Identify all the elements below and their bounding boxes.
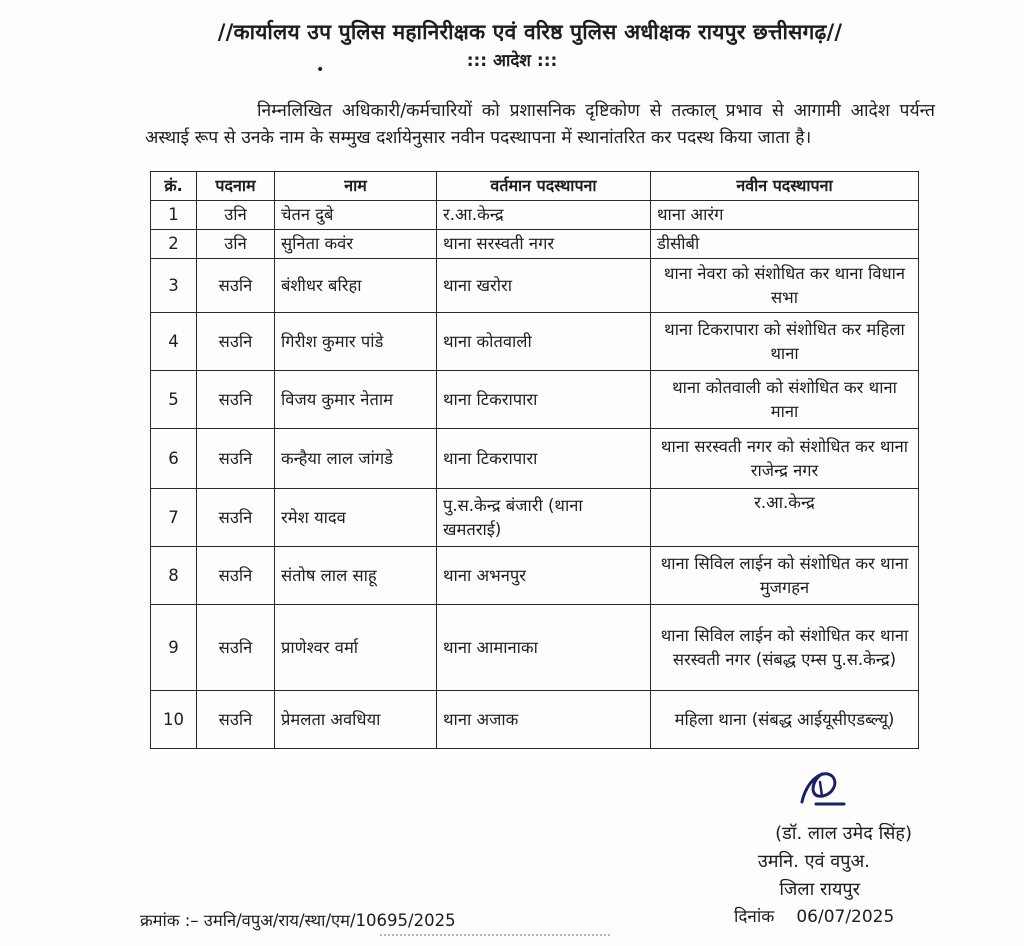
cell-name: रमेश यादव [275, 489, 437, 547]
cell-rank: सउनि [197, 489, 275, 547]
cell-new-posting: थाना नेवरा को संशोधित कर थाना विधान सभा [651, 259, 919, 313]
cell-serial: 2 [151, 230, 197, 259]
table-row [151, 605, 919, 691]
table-row [151, 429, 919, 489]
cell-name: कन्हैया लाल जांगडे [275, 429, 437, 489]
header-rank: पदनाम [197, 172, 275, 201]
table-row [151, 489, 919, 547]
cell-new-posting: महिला थाना (संबद्ध आईयूसीएडब्ल्यू) [651, 691, 919, 749]
cell-new-posting: थाना कोतवाली को संशोधित कर थाना माना [651, 371, 919, 429]
cell-new-posting: थाना सिविल लाईन को संशोधित कर थाना मुजगहन [651, 547, 919, 605]
table-row [151, 259, 919, 313]
cell-rank: उनि [197, 230, 275, 259]
cell-new-posting: थाना सिविल लाईन को संशोधित कर थाना सरस्वती नगर (संबद्ध एम्स पु.स.केन्द्र) [651, 605, 919, 691]
cell-rank: सउनि [197, 547, 275, 605]
cell-serial: 1 [151, 201, 197, 230]
cell-name: प्रेमलता अवधिया [275, 691, 437, 749]
cell-current-posting: र.आ.केन्द्र [437, 201, 651, 230]
cell-serial: 6 [151, 429, 197, 489]
cell-rank: सउनि [197, 691, 275, 749]
signature-icon [792, 762, 852, 810]
cell-rank: सउनि [197, 605, 275, 691]
cell-serial: 3 [151, 259, 197, 313]
table-row [151, 201, 919, 230]
cell-name: गिरीश कुमार पांडे [275, 313, 437, 371]
cell-rank: उनि [197, 201, 275, 230]
cell-current-posting: थाना अभनपुर [437, 547, 651, 605]
scan-mark: • [316, 62, 325, 78]
office-title: //कार्यालय उप पुलिस महानिरीक्षक एवं वरिष्ठ पुलिस अधीक्षक रायपुर छत्तीसगढ़// [217, 20, 843, 44]
header-name: नाम [275, 172, 437, 201]
cell-current-posting: थाना आमानाका [437, 605, 651, 691]
cell-name: संतोष लाल साहू [275, 547, 437, 605]
table-row [151, 691, 919, 749]
officer-block [700, 820, 950, 904]
table-row [151, 547, 919, 605]
cell-new-posting: थाना टिकरापारा को संशोधित कर महिला थाना [651, 313, 919, 371]
cell-name: बंशीधर बरिहा [275, 259, 437, 313]
officer-designation: उमनि. एवं वपुअ. [757, 851, 870, 872]
cell-current-posting: थाना कोतवाली [437, 313, 651, 371]
cell-current-posting: पु.स.केन्द्र बंजारी (थाना खमतराई) [437, 489, 651, 547]
header-current-posting: वर्तमान पदस्थापना [437, 172, 651, 201]
table-row [151, 230, 919, 259]
cell-serial: 7 [151, 489, 197, 547]
cell-rank: सउनि [197, 259, 275, 313]
cell-serial: 9 [151, 605, 197, 691]
table-header-row [151, 172, 919, 201]
cell-name: सुनिता कवंर [275, 230, 437, 259]
cell-current-posting: थाना टिकरापारा [437, 371, 651, 429]
reference-number: क्रमांक :– उमनि/वपुअ/राय/स्था/एम/10695/2025 [140, 911, 456, 930]
header-serial: क्रं. [151, 172, 197, 201]
transfer-table [150, 171, 919, 749]
header-new-posting: नवीन पदस्थापना [651, 172, 919, 201]
intro-text: निम्नलिखित अधिकारी/कर्मचारियों को प्रशासनिक दृष्टिकोण से तत्काल् प्रभाव से आगामी आदेश पर्यन्त अस्थाई रूप से उनके नाम के सम्मुख दर्शायेनुसार नवीन पदस्थापना में स्थानांतरित कर पदस्थ किया जाता है। [145, 101, 935, 148]
intro-paragraph [145, 98, 935, 152]
cell-new-posting: र.आ.केन्द्र [651, 489, 919, 547]
order-heading: ::: आदेश ::: [466, 51, 558, 71]
cell-current-posting: थाना टिकरापारा [437, 429, 651, 489]
table-row [151, 371, 919, 429]
cell-serial: 5 [151, 371, 197, 429]
date-label: दिनांक [734, 907, 775, 927]
cell-name: चेतन दुबे [275, 201, 437, 230]
order-date [734, 904, 894, 927]
table-row [151, 313, 919, 371]
cell-current-posting: थाना सरस्वती नगर [437, 230, 651, 259]
cutoff-text-line [380, 934, 610, 946]
officer-district: जिला रायपुर [779, 879, 860, 900]
cell-rank: सउनि [197, 313, 275, 371]
cell-current-posting: थाना खरोरा [437, 259, 651, 313]
cell-current-posting: थाना अजाक [437, 691, 651, 749]
date-value: 06/07/2025 [796, 907, 895, 927]
officer-name: (डॉ. लाल उमेद सिंह) [775, 823, 912, 844]
cell-name: प्राणेश्वर वर्मा [275, 605, 437, 691]
cell-rank: सउनि [197, 429, 275, 489]
cell-new-posting: थाना आरंग [651, 201, 919, 230]
cell-serial: 10 [151, 691, 197, 749]
cell-name: विजय कुमार नेताम [275, 371, 437, 429]
cell-new-posting: थाना सरस्वती नगर को संशोधित कर थाना राजेन्द्र नगर [651, 429, 919, 489]
cell-new-posting: डीसीबी [651, 230, 919, 259]
cell-serial: 8 [151, 547, 197, 605]
cell-rank: सउनि [197, 371, 275, 429]
cell-serial: 4 [151, 313, 197, 371]
